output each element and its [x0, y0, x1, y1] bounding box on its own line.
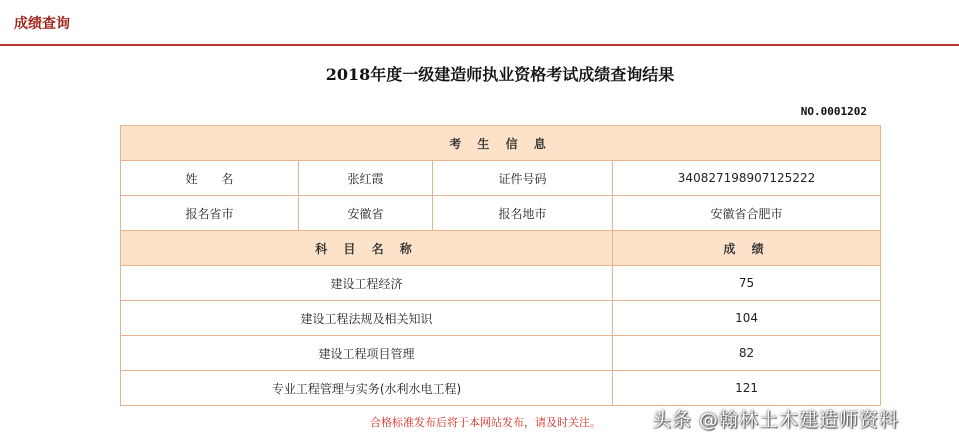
- location-value: 安徽省合肥市: [613, 196, 881, 231]
- province-label: 报名省市: [121, 196, 299, 231]
- id-value: 340827198907125222: [613, 161, 881, 196]
- subject-name: 建设工程项目管理: [121, 336, 613, 371]
- table-row: [121, 301, 881, 336]
- subject-name: 专业工程管理与实务(水利水电工程): [121, 371, 613, 406]
- top-bar: [0, 0, 959, 46]
- section-title: 成绩查询: [14, 16, 70, 32]
- page-title: 2018年度一级建造师执业资格考试成绩查询结果: [325, 65, 675, 84]
- name-value: 张红霞: [299, 161, 433, 196]
- province-value: 安徽省: [299, 196, 433, 231]
- candidate-row-location: [121, 196, 881, 231]
- candidate-info-header-row: [121, 126, 881, 161]
- subject-score: 121: [613, 371, 881, 406]
- table-row: [121, 371, 881, 406]
- location-label: 报名地市: [433, 196, 613, 231]
- id-label: 证件号码: [433, 161, 613, 196]
- subject-name: 建设工程经济: [121, 266, 613, 301]
- table-row: [121, 266, 881, 301]
- watermark: 头条 @翰林土木建造师资料: [652, 409, 900, 431]
- subject-score: 104: [613, 301, 881, 336]
- subject-score: 75: [613, 266, 881, 301]
- candidate-info-header: 考 生 信 息: [121, 126, 881, 161]
- table-row: [121, 336, 881, 371]
- score-result-table: [120, 125, 881, 406]
- score-header-row: [121, 231, 881, 266]
- candidate-row-name: [121, 161, 881, 196]
- notice-text: 合格标准发布后将于本网站发布，请及时关注。: [370, 416, 601, 429]
- subject-score: 82: [613, 336, 881, 371]
- score-header: 成 绩: [613, 231, 881, 266]
- subject-header: 科 目 名 称: [121, 231, 613, 266]
- serial-number: NO.0001202: [800, 105, 867, 118]
- name-label: 姓 名: [121, 161, 299, 196]
- subject-name: 建设工程法规及相关知识: [121, 301, 613, 336]
